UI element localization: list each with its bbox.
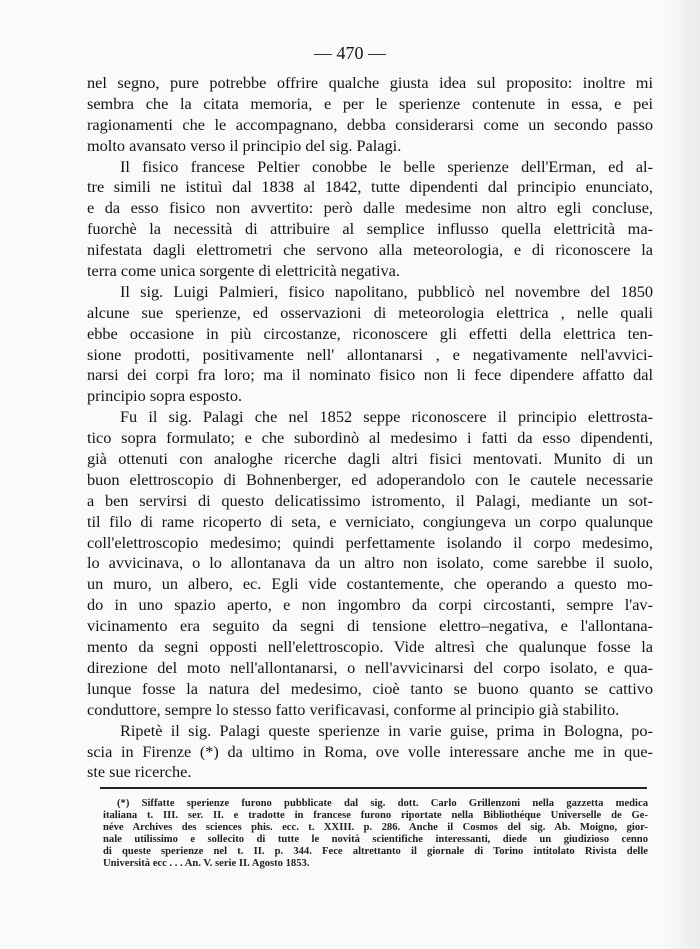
text-line: scia in Firenze (*) da ultimo in Roma, ove volle interessare anche me in que- — [87, 741, 653, 761]
text-line: til filo di rame ricoperto di seta, e verniciato, congiungeva un corpo qualunque — [87, 511, 653, 531]
text-line: narsi dei corpi fra loro; ma il nominato fisico non li fece dipendere affatto dal — [87, 365, 653, 385]
footnote-line: Università ecc . . . An. V. serie II. Agosto 1853. — [103, 858, 310, 870]
page-number: — 470 — — [314, 43, 386, 63]
text-line: direzione del moto nell'allontanarsi, o nell'avvicinarsi del corpo isolato, e qua- — [87, 657, 653, 677]
paragraph — [87, 721, 653, 784]
paragraph — [87, 157, 653, 282]
footnote-line: di queste sperienze nel t. II. p. 344. Fece altrettanto il giornale di Torino intitolato Rivista delle — [103, 846, 648, 858]
page-edge-shadow — [660, 0, 700, 949]
text-line: già ottenuti con analoghe ricerche dagli altri fisici mentovati. Munito di un — [87, 449, 653, 469]
text-line: terra come unica sorgente di elettricità negativa. — [87, 261, 400, 281]
text-line: lo avvicinava, o lo allontanava da un altro non isolato, come sarebbe il suolo, — [87, 553, 653, 573]
text-line: principio sopra esposto. — [87, 386, 243, 406]
text-line: nifestata dagli elettrometri che servono alla meteorologia, e di riconoscere la — [87, 240, 653, 260]
text-line: Ripetè il sig. Palagi queste sperienze in varie guise, prima in Bologna, po- — [120, 720, 653, 740]
paragraph — [87, 282, 653, 407]
text-line: Il sig. Luigi Palmieri, fisico napolitano, pubblicò nel novembre del 1850 — [120, 281, 653, 301]
text-line: un muro, un albero, ec. Egli vide costantemente, che operando a questo mo- — [87, 574, 653, 594]
footnote-divider — [100, 787, 647, 789]
text-line: sione prodotti, positivamente nell' allontanarsi , e negativamente nell'avvici- — [87, 344, 653, 364]
text-line: ste sue ricerche. — [87, 762, 192, 782]
text-line: Il fisico francese Peltier conobbe le belle sperienze dell'Erman, ed al- — [120, 156, 653, 176]
main-text — [87, 73, 653, 783]
text-line: a ben servirsi di questo delicatissimo istromento, il Palagi, mediante un sot- — [87, 490, 653, 510]
paragraph — [87, 73, 653, 157]
text-line: ebbe occasione in più circostanze, riconoscere gli effetti della elettrica ten- — [87, 323, 653, 343]
footnote — [103, 798, 648, 871]
text-line: e da esso fisico non avvertito: però dalle medesime non altro egli concluse, — [87, 198, 653, 218]
footnote-line: italiana t. III. ser. II. e tradotte in francese furono riportate nella Bibliothéque Universelle de Ge- — [103, 810, 648, 822]
text-line: tico sopra formulato; e che subordinò al medesimo i fatti da esso dipendenti, — [87, 428, 653, 448]
footnote-line: néve Archives des sciences phis. ecc. t. XXIII. p. 286. Anche il Cosmos del sig. Ab. Moigno, gior- — [103, 822, 648, 834]
text-line: vicinamento era seguito da segni di tensione elettro–negativa, e l'allontana- — [87, 616, 653, 636]
text-line: ragionamenti che le accompagnano, debba considerarsi come un secondo passo — [87, 114, 653, 134]
footnote-line: nale utilissimo e sollecito di tutte le novità scientifiche interessanti, diede un giudizioso cenno — [103, 834, 648, 846]
text-line: Fu il sig. Palagi che nel 1852 seppe riconoscere il principio elettrosta- — [120, 407, 653, 427]
paragraph — [87, 407, 653, 720]
text-line: mento da segni opposti nell'elettroscopio. Vide altresì che qualunque fosse la — [87, 637, 653, 657]
text-line: nel segno, pure potrebbe offrire qualche giusta idea sul proposito: inoltre mi — [87, 73, 653, 92]
text-line: do in uno spazio aperto, e non ingombro da corpi circostanti, sempre l'av- — [87, 595, 653, 615]
text-line: tre simili ne istituì dal 1838 al 1842, tutte dipendenti dal principio enunciato, — [87, 177, 653, 197]
text-line: buon elettroscopio di Bohnenberger, ed adoperandolo con le cautele necessarie — [87, 469, 653, 489]
text-line: coll'elettroscopio medesimo; quindi perfettamente isolando il corpo medesimo, — [87, 532, 653, 552]
text-line: sembra che la citata memoria, e per le sperienze contenute in essa, e pei — [87, 93, 653, 113]
footnote-line: (*) Siffatte sperienze furono pubblicate dal sig. dott. Carlo Grillenzoni nella gazzetta medica — [117, 798, 648, 809]
text-line: molto avansato verso il principio del sig. Palagi. — [87, 135, 402, 155]
text-line: lunque fosse la natura del medesimo, cioè tanto se buono quanto se cattivo — [87, 678, 653, 698]
text-line: alcune sue sperienze, ed osservazioni di meteorologia elettrica , nelle quali — [87, 302, 653, 322]
text-line: fuorchè la necessità di attribuire al semplice influsso quella elettricità ma- — [87, 219, 653, 239]
text-line: conduttore, sempre lo stesso fatto verificavasi, conforme al principio già stabilito. — [87, 699, 620, 719]
